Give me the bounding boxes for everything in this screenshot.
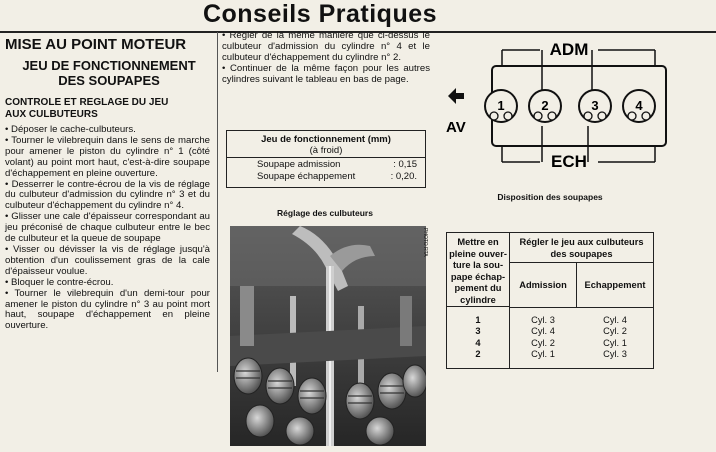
header-line: Mettre en — [457, 237, 499, 247]
front-label: AV — [446, 119, 466, 136]
procedure-steps — [5, 125, 210, 332]
clearance-row — [227, 170, 425, 182]
valve-layout-diagram — [440, 36, 670, 186]
procedure-steps-continued — [222, 31, 430, 86]
step-paragraph: • Visser ou dévisser la vis de réglage jusqu'à obtention d'un coulissement gras de la cale d'épaisseur voulue. — [5, 243, 210, 277]
procedure-title-line: AUX CULBUTEURS — [5, 109, 98, 120]
table-cell: 2 — [475, 348, 481, 359]
clearance-table — [226, 130, 426, 188]
header-line: ture la sou- — [452, 260, 504, 270]
table-cell: Cyl. 3 — [603, 348, 627, 359]
clearance-label: Soupape admission — [257, 159, 341, 170]
adjustment-order-table — [446, 232, 654, 369]
clearance-header-text: Jeu de fonctionnement (mm) — [261, 134, 391, 145]
column-divider — [217, 32, 218, 372]
header-line: Régler le jeu aux culbuteurs — [519, 237, 644, 247]
step-paragraph: • Glisser une cale d'épaisseur correspondant au jeu préconisé de chaque culbuteur entre le bec de culbuteur et la queue de soupape — [5, 211, 210, 245]
table-cell: Cyl. 2 — [531, 337, 555, 348]
header-line: pement du — [454, 283, 502, 293]
step-paragraph: • Continuer de la même façon pour les autres cylindres suivant le tableau en bas de page. — [222, 62, 430, 85]
diagram-caption: Disposition des soupapes — [497, 192, 603, 202]
engine-photo — [230, 226, 426, 446]
step-paragraph: • Bloquer le contre-écrou. — [5, 276, 114, 288]
table-cell: Cyl. 4 — [531, 326, 555, 337]
admission-header: Admission — [510, 263, 577, 308]
step-paragraph: • Déposer le cache-culbuteurs. — [5, 124, 136, 135]
cylinder-number: 1 — [497, 98, 505, 113]
clearance-value: : 0,15 — [393, 159, 417, 170]
table-cell: Cyl. 1 — [531, 348, 555, 359]
header-line: des soupapes — [550, 249, 613, 259]
front-arrow-icon — [448, 88, 464, 104]
exhaust-label: ECH — [551, 152, 587, 171]
procedure-title-line: CONTROLE ET REGLAGE DU JEU — [5, 97, 169, 108]
admission-label: ADM — [549, 40, 589, 59]
admission-list — [510, 315, 576, 360]
step-paragraph: • Régler de la même manière que ci-dessus le culbuteur d'admission du cylindre n° 4 et le culbuteur d'échappement du cylindre n° 2. — [222, 30, 430, 63]
subsection-title — [5, 58, 213, 88]
cylinder-list — [447, 315, 509, 360]
header-line: cylindre — [460, 294, 496, 305]
clearance-row — [227, 158, 425, 170]
table-cell: 4 — [475, 337, 481, 348]
header-line: pleine ouver- — [449, 248, 507, 259]
clearance-label: Soupape échappement — [257, 171, 356, 182]
table-cell: Cyl. 3 — [531, 315, 555, 325]
subsection-title-line: JEU DE FONCTIONNEMENT — [22, 58, 196, 73]
table-cell: 1 — [475, 315, 481, 325]
header-line: pape échap- — [450, 271, 506, 282]
photo-caption: Réglage des culbuteurs — [277, 208, 373, 218]
step-paragraph: • Tourner le vilebrequin dans le sens de marche pour amener le piston du cylindre n° 1 (côté volant) au point mort haut, c'est-à-dire soupape d'échappement en pleine ouverture. — [5, 134, 210, 179]
step-paragraph: • Tourner le vilebrequin d'un demi-tour pour amener le piston du cylindre n° 3 au point mort haut, soupape d'échappement en pleine ouverture. — [5, 287, 210, 332]
table-cell: 3 — [475, 326, 481, 337]
table-cell: Cyl. 4 — [603, 315, 627, 325]
procedure-title — [5, 97, 210, 121]
section-title: MISE AU POINT MOTEUR — [5, 36, 187, 53]
cylinder-number: 2 — [541, 98, 549, 113]
table-cell: Cyl. 1 — [603, 337, 627, 348]
table-cell: Cyl. 2 — [603, 326, 627, 337]
cylinder-number: 4 — [635, 98, 643, 113]
subsection-title-line: DES SOUPAPES — [58, 73, 160, 88]
photo-credit: PHOTO RTA — [422, 228, 428, 257]
exhaust-header: Echappement — [577, 263, 653, 308]
step-paragraph: • Desserrer le contre-écrou de la vis de réglage du culbuteur d'admission du cylindre n° 3 et du culbuteur d'échappement du cylindre n° 4. — [5, 178, 210, 212]
order-top-header — [510, 233, 653, 263]
clearance-table-header — [227, 131, 425, 158]
exhaust-list — [577, 315, 653, 360]
engine-photo-illustration — [230, 226, 426, 446]
clearance-value: : 0,20. — [390, 171, 417, 182]
order-col-cylinder-header — [447, 233, 509, 307]
page-title: Conseils Pratiques — [202, 0, 438, 28]
cylinder-number: 3 — [591, 98, 599, 113]
clearance-subheader-text: (à froid) — [309, 145, 343, 156]
